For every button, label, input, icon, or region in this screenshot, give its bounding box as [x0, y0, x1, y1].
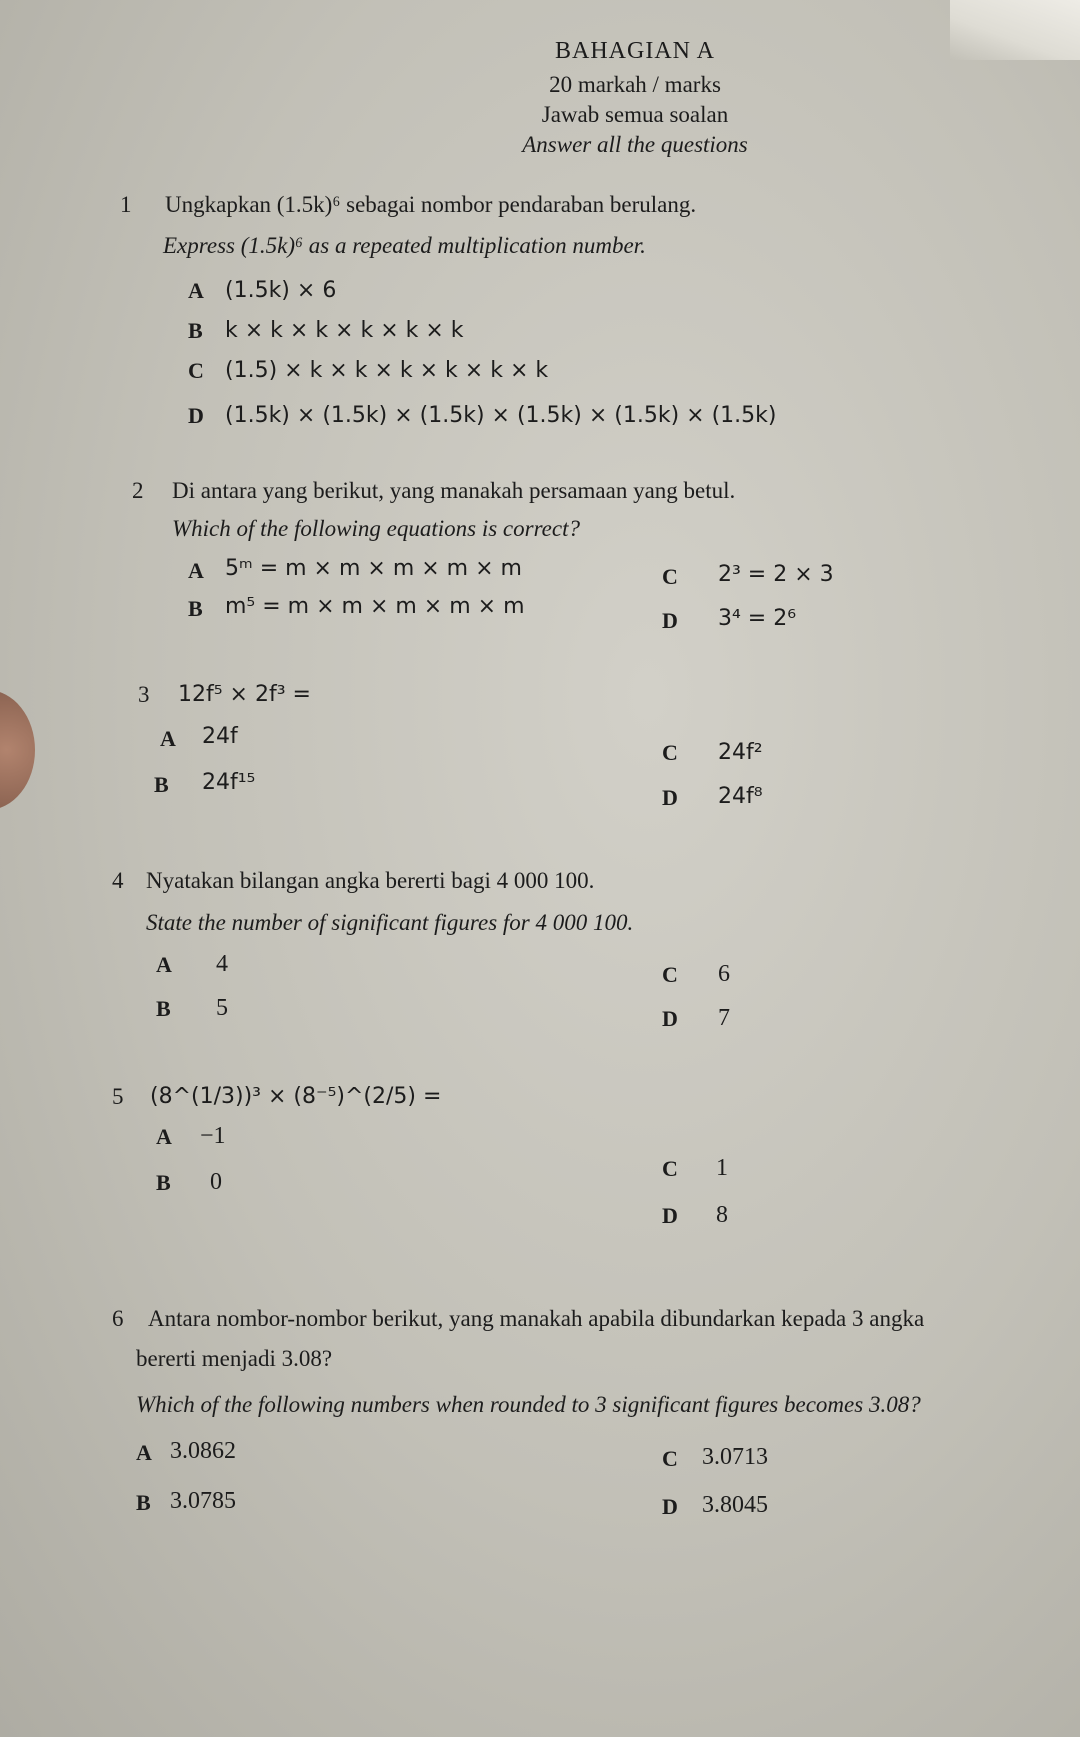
option-text[interactable]: 3.0785: [170, 1488, 236, 1514]
option-letter: A: [156, 1124, 172, 1149]
option-letter: C: [662, 1446, 678, 1471]
question-text-ms: Nyatakan bilangan angka bererti bagi 4 000 100.: [146, 868, 595, 893]
option-text[interactable]: 5: [216, 995, 228, 1021]
option-text[interactable]: 5ᵐ = m × m × m × m × m: [225, 556, 522, 581]
question-text-en: Express (1.5k)⁶ as a repeated multiplication number.: [163, 233, 646, 258]
option-letter: C: [188, 358, 204, 383]
question-number: 3: [138, 682, 150, 707]
option-letter: D: [662, 785, 678, 810]
option-text[interactable]: 8: [716, 1202, 728, 1228]
option-letter: B: [156, 996, 171, 1021]
option-text[interactable]: 4: [216, 951, 228, 977]
option-text[interactable]: 6: [718, 961, 730, 987]
question-text-ms: Di antara yang berikut, yang manakah persamaan yang betul.: [172, 478, 736, 503]
option-text[interactable]: (1.5) × k × k × k × k × k × k: [225, 358, 549, 383]
question-text-ms: Antara nombor-nombor berikut, yang manakah apabila dibundarkan kepada 3 angka: [148, 1306, 925, 1331]
option-text[interactable]: −1: [200, 1123, 226, 1149]
option-text[interactable]: k × k × k × k × k × k: [225, 318, 464, 343]
question-text-en: State the number of significant figures for 4 000 100.: [146, 910, 634, 935]
option-text[interactable]: 7: [718, 1005, 730, 1031]
question-text-en: Which of the following numbers when rounded to 3 significant figures becomes 3.08?: [136, 1392, 921, 1417]
option-letter: C: [662, 1156, 678, 1181]
option-letter: A: [160, 726, 176, 751]
option-text[interactable]: 24f⁸: [718, 784, 763, 809]
question-number: 5: [112, 1084, 124, 1109]
option-letter: B: [154, 772, 169, 797]
question-text-en: Which of the following equations is correct?: [172, 516, 580, 541]
option-text[interactable]: 3.0862: [170, 1438, 236, 1464]
option-letter: C: [662, 564, 678, 589]
option-text[interactable]: 3.8045: [702, 1492, 768, 1518]
question-number: 4: [112, 868, 124, 893]
question-number: 1: [120, 192, 132, 217]
option-letter: B: [136, 1490, 151, 1515]
option-letter: B: [188, 596, 203, 621]
option-text[interactable]: (1.5k) × (1.5k) × (1.5k) × (1.5k) × (1.5k) × (1.5k): [225, 403, 777, 428]
question-text-ms-cont: bererti menjadi 3.08?: [136, 1346, 333, 1371]
option-letter: B: [188, 318, 203, 343]
option-letter: D: [662, 1203, 678, 1228]
option-letter: D: [662, 1494, 678, 1519]
option-text[interactable]: 2³ = 2 × 3: [718, 562, 834, 587]
option-text[interactable]: 3⁴ = 2⁶: [718, 606, 797, 631]
option-letter: D: [662, 608, 678, 633]
option-text[interactable]: 24f: [202, 724, 238, 749]
option-letter: A: [156, 952, 172, 977]
option-letter: C: [662, 740, 678, 765]
option-letter: B: [156, 1170, 171, 1195]
option-text[interactable]: (1.5k) × 6: [225, 278, 337, 303]
marks-label: 20 markah / marks: [549, 72, 721, 97]
option-text[interactable]: 3.0713: [702, 1444, 768, 1470]
option-letter: D: [662, 1006, 678, 1031]
question-expression: (8^(1/3))³ × (8⁻⁵)^(2/5) =: [150, 1084, 442, 1109]
question-expression: 12f⁵ × 2f³ =: [178, 682, 311, 707]
section-title: BAHAGIAN A: [555, 38, 715, 64]
option-text[interactable]: 24f¹⁵: [202, 770, 256, 795]
question-text-ms: Ungkapkan (1.5k)⁶ sebagai nombor pendaraban berulang.: [165, 192, 697, 217]
option-letter: D: [188, 403, 204, 428]
question-number: 2: [132, 478, 144, 503]
option-letter: C: [662, 962, 678, 987]
question-number: 6: [112, 1306, 124, 1331]
option-text[interactable]: 0: [210, 1169, 222, 1195]
option-letter: A: [188, 558, 204, 583]
option-letter: A: [136, 1440, 152, 1465]
option-text[interactable]: m⁵ = m × m × m × m × m: [225, 594, 525, 619]
instruction-en: Answer all the questions: [522, 132, 748, 157]
option-text[interactable]: 24f²: [718, 740, 763, 765]
option-letter: A: [188, 278, 204, 303]
instruction-ms: Jawab semua soalan: [541, 102, 729, 127]
option-text[interactable]: 1: [716, 1155, 728, 1181]
